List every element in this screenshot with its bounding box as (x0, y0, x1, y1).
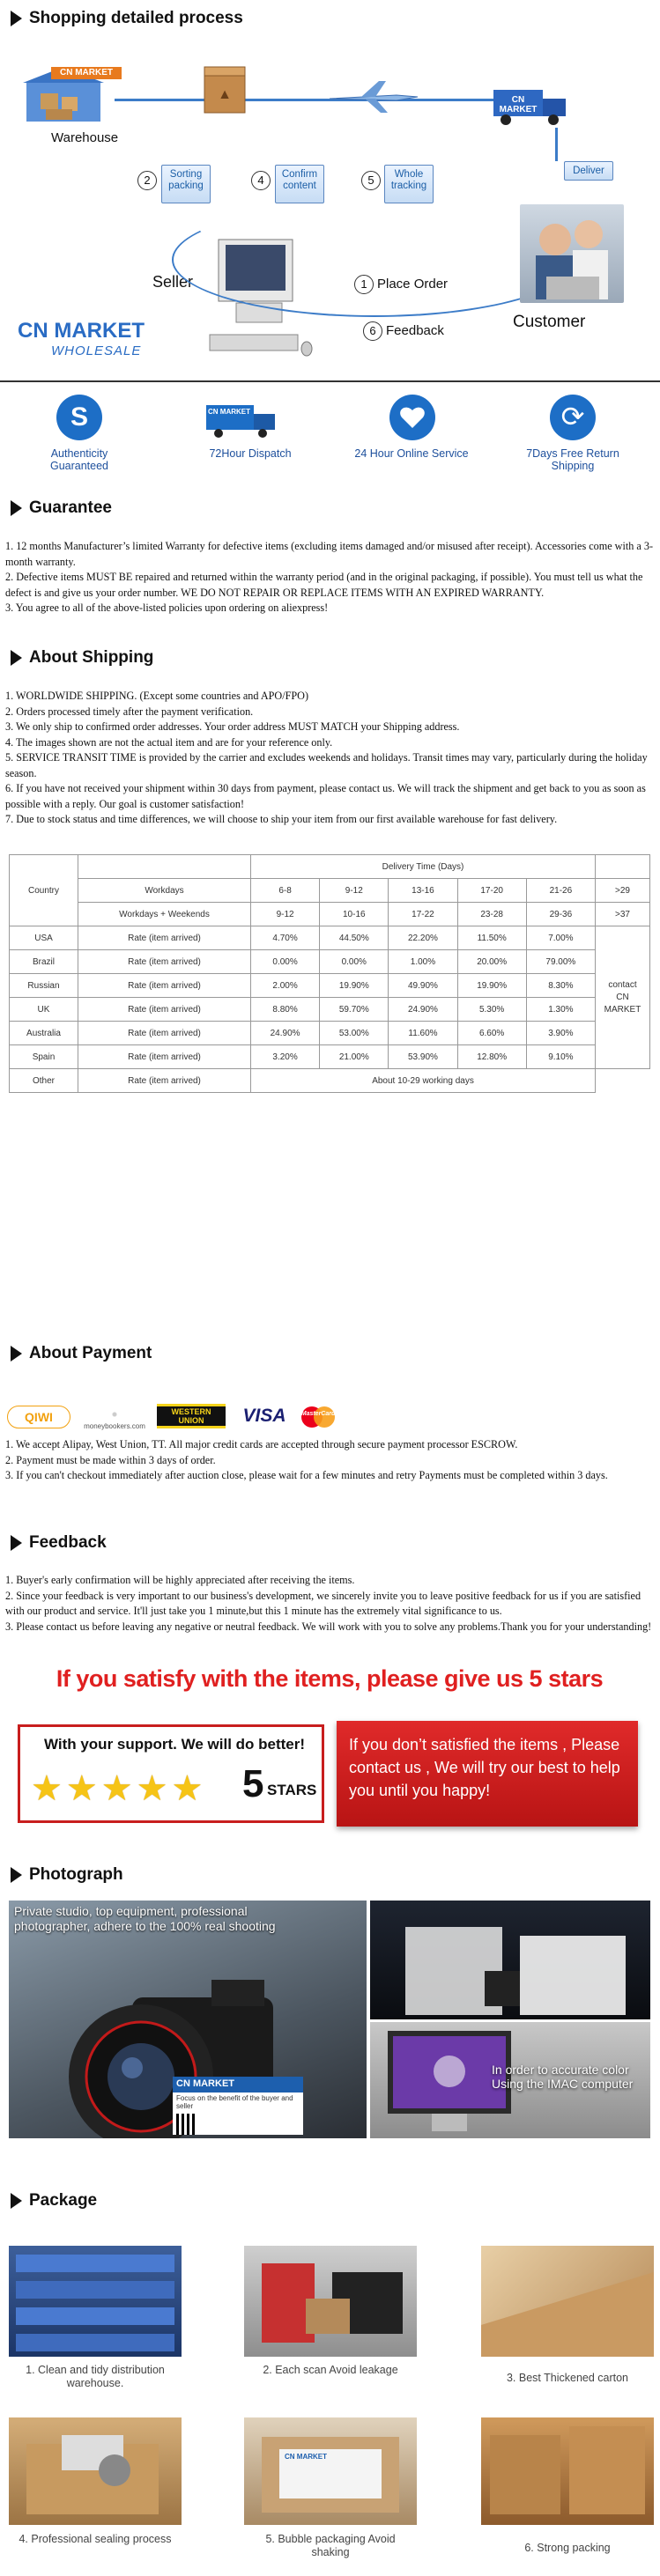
section-title-payment (11, 1344, 152, 1363)
table-cell: 6-8 (251, 879, 320, 903)
shipping-title: About Shipping (29, 648, 154, 667)
shipping-table (9, 854, 650, 1093)
guarantee-text (5, 539, 654, 616)
feedback-text (5, 1573, 654, 1635)
table-cell: 6.60% (457, 1022, 526, 1045)
place-order-label: Place Order (377, 277, 449, 292)
flow-ellipse (172, 203, 577, 317)
shipping-line: 2. Orders processed timely after the payment verification. (5, 705, 254, 718)
table-cell: 17-20 (457, 879, 526, 903)
section-title-shipping (11, 648, 153, 668)
table-header-delivery: Delivery Time (Days) (251, 855, 596, 879)
table-cell: Rate (item arrived) (78, 974, 251, 998)
package-photo-4 (9, 2417, 182, 2525)
table-cell: 10-16 (320, 903, 389, 926)
table-cell: >29 (596, 879, 650, 903)
arrow-icon (11, 500, 22, 516)
badge-return-label: 7Days Free Return Shipping (526, 447, 619, 472)
package-step-6: 6. Strong packing (524, 2542, 611, 2554)
table-cell: >37 (596, 903, 650, 926)
table-cell: 22.20% (389, 926, 457, 950)
star-icon: ★ (65, 1768, 98, 1809)
payment-line: 3. If you can't checkout immediately after auction close, please wait for a few minutes and retry Payments must be completed within 3 days. (5, 1469, 608, 1481)
guarantee-title: Guarantee (29, 498, 112, 517)
badge-return-icon: ⟳ (550, 395, 596, 440)
badge-dispatch-tag: CN MARKET (208, 408, 250, 416)
package-step-4: 4. Professional sealing process (19, 2533, 172, 2545)
table-header-workdays: Workdays (78, 879, 251, 903)
shipping-text (5, 689, 654, 828)
table-cell: 21.00% (320, 1045, 389, 1069)
support-text: With your support. We will do better! (43, 1736, 306, 1753)
table-cell: 9.10% (526, 1045, 595, 1069)
table-cell: Australia (10, 1022, 78, 1045)
badge-online-service-label: 24 Hour Online Service (354, 447, 469, 460)
table-row (10, 1045, 650, 1069)
arrow-icon (11, 1346, 22, 1362)
payment-logos (7, 1402, 395, 1432)
payment-title: About Payment (29, 1344, 152, 1362)
union-text: UNION (178, 1416, 204, 1425)
table-cell: USA (10, 926, 78, 950)
table-cell: 24.90% (389, 998, 457, 1022)
table-cell: 11.50% (457, 926, 526, 950)
table-cell: 3.20% (251, 1045, 320, 1069)
table-row (10, 974, 650, 998)
shipping-line: 1. WORLDWIDE SHIPPING. (Except some countries and APO/FPO) (5, 690, 309, 702)
table-header-workdays-weekends: Workdays + Weekends (78, 903, 251, 926)
stars-num: 5 (242, 1762, 264, 1805)
table-cell: 0.00% (251, 950, 320, 974)
table-cell: Rate (item arrived) (78, 926, 251, 950)
table-cell: 1.00% (389, 950, 457, 974)
stars-word: STARS (267, 1782, 317, 1798)
package-step-1: 1. Clean and tidy distribution warehouse. (26, 2364, 165, 2389)
section-title-photograph (11, 1865, 123, 1885)
arrow-icon (11, 11, 22, 26)
table-cell: 8.80% (251, 998, 320, 1022)
mastercard-logo (298, 1406, 338, 1428)
deliver-box: Deliver (564, 161, 613, 181)
flow-line-down (555, 128, 558, 161)
feedback-line: 1. Buyer's early confirmation will be highly appreciated after receiving the items. (5, 1574, 355, 1586)
shipping-line: 6. If you have not received your shipment within 30 days from payment, please contact us. We will track the shipment and get back to you as soon as possible with a reply. Our goal is customer satisfaction! (5, 782, 646, 810)
shipping-line: 4. The images shown are not the actual item and are for your reference only. (5, 735, 333, 749)
table-cell: 3.90% (526, 1022, 595, 1045)
table-cell: 17-22 (389, 903, 457, 926)
brand-logo: CN MARKET (18, 319, 145, 343)
arrow-icon (11, 1535, 22, 1551)
star-rating (31, 1769, 242, 1808)
step-1-circle: 1 (354, 275, 374, 294)
table-cell: Rate (item arrived) (78, 998, 251, 1022)
table-cell: 19.90% (320, 974, 389, 998)
badge-dispatch-label: 72Hour Dispatch (209, 447, 292, 460)
table-cell: 4.70% (251, 926, 320, 950)
table-cell: 9-12 (251, 903, 320, 926)
step-2-circle: 2 (137, 171, 157, 190)
table-cell: 12.80% (457, 1045, 526, 1069)
table-cell: 2.00% (251, 974, 320, 998)
table-cell: Rate (item arrived) (78, 1045, 251, 1069)
table-row (10, 1022, 650, 1045)
moneybookers-logo: moneybookers.com (79, 1404, 150, 1430)
package-title: Package (29, 2191, 98, 2210)
table-cell: Russian (10, 974, 78, 998)
photo-caption: Private studio, top equipment, professional photographer, adhere to the 100% real shooting (14, 1904, 276, 1933)
table-cell: 24.90% (251, 1022, 320, 1045)
step-5-circle: 5 (361, 171, 381, 190)
arrow-icon (11, 650, 22, 666)
arrow-icon (11, 1867, 22, 1883)
table-cell: 7.00% (526, 926, 595, 950)
divider (0, 380, 660, 382)
shipping-line: 5. SERVICE TRANSIT TIME is provided by the carrier and excludes weekends and holidays. Transit times may vary, particularly during the holiday season. (5, 751, 648, 779)
package-step-3: 3. Best Thickened carton (506, 2372, 629, 2384)
unsatisfied-box (337, 1721, 638, 1827)
package-photo-1 (9, 2246, 182, 2357)
sorting-box: Sorting packing (161, 165, 211, 203)
step-4-circle: 4 (251, 171, 271, 190)
flow-line (115, 99, 493, 101)
badge-online-service-icon (389, 395, 435, 440)
table-cell: 44.50% (320, 926, 389, 950)
package-step-5: 5. Bubble packaging Avoid shaking (265, 2533, 396, 2558)
western-union-logo (157, 1404, 226, 1428)
box-brand: CN MARKET (285, 2453, 327, 2461)
shipping-line: 7. Due to stock status and time differences, we will choose to ship your item from our first available warehouse for fast delivery. (5, 813, 558, 825)
table-row (10, 998, 650, 1022)
feedback-line: 2. Since your feedback is very important to our business's development, we sincerely invite you to leave positive feedback for us if you are satisfied with our product and service. It'll just take you 1 minute,but this 1 minute has the extremely vital significance to us. (5, 1589, 641, 1617)
table-cell: Other (10, 1069, 78, 1093)
table-cell: Brazil (10, 950, 78, 974)
step-6-circle: 6 (363, 321, 382, 341)
badge-authenticity-icon: S (56, 395, 102, 440)
star-icon: ★ (136, 1768, 168, 1809)
star-icon: ★ (171, 1768, 204, 1809)
studio-card (173, 2077, 303, 2135)
table-cell: Rate (item arrived) (78, 1069, 251, 1093)
table-cell: Rate (item arrived) (78, 950, 251, 974)
mastercard-text: MasterCard (300, 1411, 336, 1417)
table-cell: 11.60% (389, 1022, 457, 1045)
imac-caption: In order to accurate color Using the IMAC computer (492, 2063, 634, 2091)
package-photo-5 (244, 2417, 417, 2525)
table-row (10, 926, 650, 950)
feedback-title: Feedback (29, 1533, 107, 1552)
brand-sub: WHOLESALE (51, 343, 142, 358)
table-cell: About 10-29 working days (251, 1069, 596, 1093)
customer-photo (520, 204, 624, 303)
camera-photo (9, 1901, 367, 2138)
support-box (18, 1724, 324, 1823)
western-text: WESTERN (171, 1407, 211, 1416)
table-contact: contact CN MARKET (596, 926, 650, 1069)
feedback-flow-label: Feedback (386, 323, 444, 338)
guarantee-line: 2. Defective items MUST BE repaired and returned within the warranty period (and in the original packaging, if possible). You must tell us what the defect is and give us your order number. WE DO NOT REPAIR OR REPLACE ITEMS WITH AN EXPIRED WARRANTY. (5, 571, 643, 599)
payment-text (5, 1437, 654, 1484)
table-cell: 5.30% (457, 998, 526, 1022)
warehouse-tag: CN MARKET (51, 67, 122, 79)
customer-label: Customer (513, 313, 586, 331)
star-icon: ★ (100, 1768, 133, 1809)
star-icon: ★ (31, 1768, 63, 1809)
truck-label: CN MARKET (499, 95, 538, 114)
tracking-box: Whole tracking (384, 165, 434, 203)
arrow-icon (11, 2193, 22, 2209)
table-cell: 13-16 (389, 879, 457, 903)
shopping-title: Shopping detailed process (29, 9, 243, 27)
shipping-line: 3. We only ship to confirmed order addresses. Your order address MUST MATCH your Shipping address. (5, 720, 460, 733)
package-photo-6 (481, 2417, 654, 2525)
table-cell: 23-28 (457, 903, 526, 926)
table-cell: 0.00% (320, 950, 389, 974)
payment-line: 2. Payment must be made within 3 days of order. (5, 1453, 216, 1466)
visa-logo: VISA (242, 1406, 286, 1426)
package-photo-3 (481, 2246, 654, 2357)
svg-text:▲: ▲ (218, 87, 232, 102)
five-stars-banner: If you satisfy with the items, please give us 5 stars (56, 1665, 604, 1692)
plane-icon (326, 79, 423, 114)
table-cell: 9-12 (320, 879, 389, 903)
payment-line: 1. We accept Alipay, West Union, TT. All major credit cards are accepted through secure payment processor ESCROW. (5, 1438, 518, 1450)
feedback-line: 3. Please contact us before leaving any negative or neutral feedback. We will work with you to solve any problems.Thank you for your understanding! (5, 1620, 652, 1633)
table-cell: UK (10, 998, 78, 1022)
imac-photo (370, 2022, 650, 2138)
table-cell: 79.00% (526, 950, 595, 974)
table-cell: 21-26 (526, 879, 595, 903)
table-cell: Spain (10, 1045, 78, 1069)
table-cell: 29-36 (526, 903, 595, 926)
table-cell: 20.00% (457, 950, 526, 974)
photograph-title: Photograph (29, 1865, 123, 1884)
package-photo-2 (244, 2246, 417, 2357)
qr-code-icon (176, 2114, 197, 2135)
guarantee-line: 1. 12 months Manufacturer’s limited Warranty for defective items (excluding items damaged and/or misused after receipt). Accessories come with a 3-month warranty. (5, 540, 653, 568)
section-title-package (11, 2191, 97, 2211)
studio-photo (370, 1901, 650, 2019)
unsatisfied-text: If you don’t satisfied the items , Please contact us , We will try our best to help you until you happy! (349, 1736, 620, 1799)
table-cell: 49.90% (389, 974, 457, 998)
card-subtitle: Focus on the benefit of the buyer and seller (176, 2094, 293, 2110)
section-title-feedback (11, 1533, 107, 1553)
package-step-2: 2. Each scan Avoid leakage (263, 2364, 398, 2376)
guarantee-line: 3. You agree to all of the above-listed policies upon ordering on aliexpress! (5, 602, 329, 614)
table-cell: 1.30% (526, 998, 595, 1022)
table-row (10, 1069, 650, 1093)
table-header-country: Country (10, 855, 78, 926)
card-title: CN MARKET (176, 2078, 234, 2089)
table-cell: 59.70% (320, 998, 389, 1022)
warehouse-label: Warehouse (51, 130, 119, 145)
qiwi-logo: QIWI (7, 1406, 70, 1428)
section-title-shopping (11, 9, 243, 28)
box-illustration (203, 65, 247, 114)
badge-authenticity-label: Authenticity Guaranteed (49, 447, 109, 472)
table-row (10, 950, 650, 974)
confirm-box: Confirm content (275, 165, 324, 203)
table-cell: 53.00% (320, 1022, 389, 1045)
table-cell: 19.90% (457, 974, 526, 998)
section-title-guarantee (11, 498, 112, 518)
table-cell: Rate (item arrived) (78, 1022, 251, 1045)
seller-label: Seller (152, 273, 194, 291)
table-cell: 8.30% (526, 974, 595, 998)
table-cell: 53.90% (389, 1045, 457, 1069)
